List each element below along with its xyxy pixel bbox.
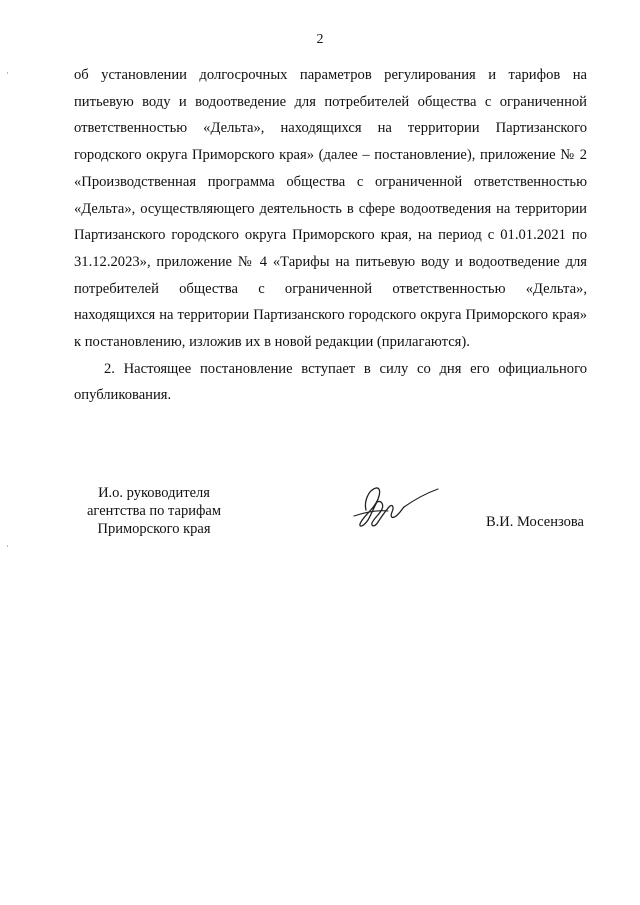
signatory-name: В.И. Мосензова bbox=[486, 514, 584, 530]
paragraph-2: 2. Настоящее постановление вступает в силу со дня его официального опубликования. bbox=[74, 360, 587, 404]
handwritten-signature bbox=[344, 476, 440, 540]
position-line-3: Приморского края bbox=[97, 521, 211, 537]
position-line-2: агентства по тарифам bbox=[87, 503, 221, 519]
paragraph-1: об установлении долгосрочных параметров регулирования и тарифов на питьевую воду и водоотведение для потребителей общества с ограниченной ответственностью «Дельта», находящихся на территории Партизанского городского округа Приморского края» (далее – постановление), приложение № 2 «Производственная программа общества с ограниченной ответственностью «Дельта», осуществляющего деятельность в сфере водоотведения на территории Партизанского городского округа Приморского края, на период с 01.01.2021 по 31.12.2023», приложение № 4 «Тарифы на питьевую воду и водоотведение для потребителей общества с ограниченной ответственностью «Дельта», находящихся на территории Партизанского городского округа Приморского края» к постановлению, изложив их в новой редакции (прилагаются). bbox=[74, 67, 587, 351]
document-body bbox=[74, 62, 587, 409]
signatory-position bbox=[84, 484, 224, 538]
margin-mark bbox=[7, 72, 8, 74]
position-line-1: И.о. руководителя bbox=[98, 485, 210, 501]
page-number: 2 bbox=[316, 32, 324, 47]
margin-mark bbox=[7, 545, 8, 547]
